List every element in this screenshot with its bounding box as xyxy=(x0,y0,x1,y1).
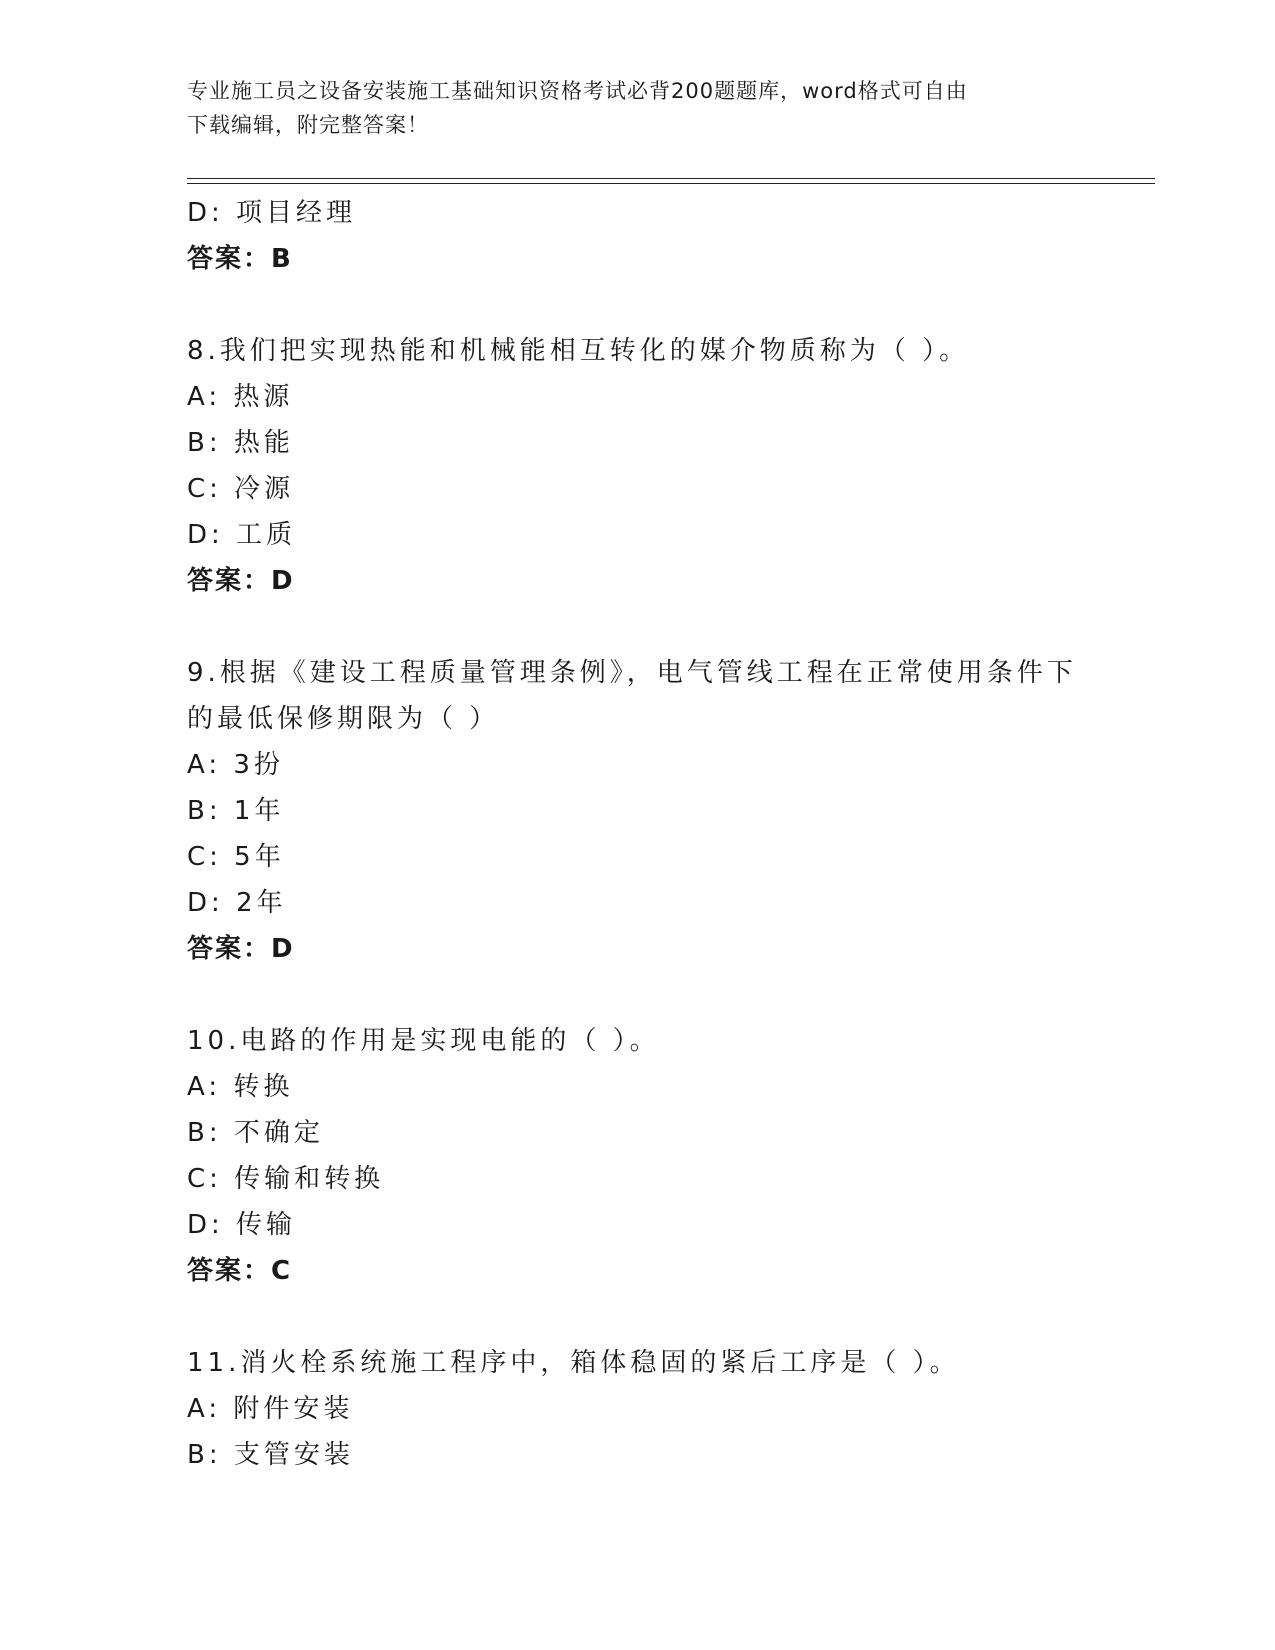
option-a: A: 转换 xyxy=(187,1072,294,1102)
option-a: A: 热源 xyxy=(187,382,294,412)
answer-line: 答案：B xyxy=(187,244,293,274)
question-block-10 xyxy=(187,1018,1087,1294)
spacer xyxy=(187,1294,1087,1340)
question-stem: 10.电路的作用是实现电能的（ ）。 xyxy=(187,1026,660,1056)
option-a: A: 3扮 xyxy=(187,750,284,780)
spacer xyxy=(187,282,1087,328)
header-title-line-2: 下载编辑，附完整答案！ xyxy=(187,113,429,137)
answer-line: 答案：D xyxy=(187,934,295,964)
header-divider-thick xyxy=(187,183,1155,184)
option-c: C: 5年 xyxy=(187,842,285,872)
option-b: B: 1年 xyxy=(187,796,285,826)
spacer xyxy=(187,604,1087,650)
question-block-11 xyxy=(187,1340,1087,1478)
header-title-line-1: 专业施工员之设备安装施工基础知识资格考试必背200题题库，word格式可自由 xyxy=(187,79,968,103)
answer-line: 答案：D xyxy=(187,566,295,596)
question-stem: 8.我们把实现热能和机械能相互转化的媒介物质称为（ ）。 xyxy=(187,336,970,366)
option-b: B: 不确定 xyxy=(187,1118,324,1148)
option-b: B: 支管安装 xyxy=(187,1440,354,1470)
question-list xyxy=(187,190,1087,1478)
question-stem: 9.根据《建设工程质量管理条例》，电气管线工程在正常使用条件下 xyxy=(187,658,1077,688)
option-c: C: 冷源 xyxy=(187,474,295,504)
option-d: D: 传输 xyxy=(187,1210,297,1240)
question-block-9 xyxy=(187,650,1087,972)
question-stem-continued: 的最低保修期限为（ ） xyxy=(187,704,500,734)
header-divider-thin xyxy=(187,178,1155,179)
option-b: B: 热能 xyxy=(187,428,294,458)
option-c: C: 传输和转换 xyxy=(187,1164,385,1194)
document-header xyxy=(187,74,1087,142)
option-d: D: 工质 xyxy=(187,520,297,550)
spacer xyxy=(187,972,1087,1018)
option-a: A: 附件安装 xyxy=(187,1394,354,1424)
option-d: D: 项目经理 xyxy=(187,198,357,228)
question-stem: 11.消火栓系统施工程序中，箱体稳固的紧后工序是（ ）。 xyxy=(187,1348,960,1378)
answer-line: 答案：C xyxy=(187,1256,293,1286)
question-block-8 xyxy=(187,328,1087,604)
option-d: D: 2年 xyxy=(187,888,287,918)
